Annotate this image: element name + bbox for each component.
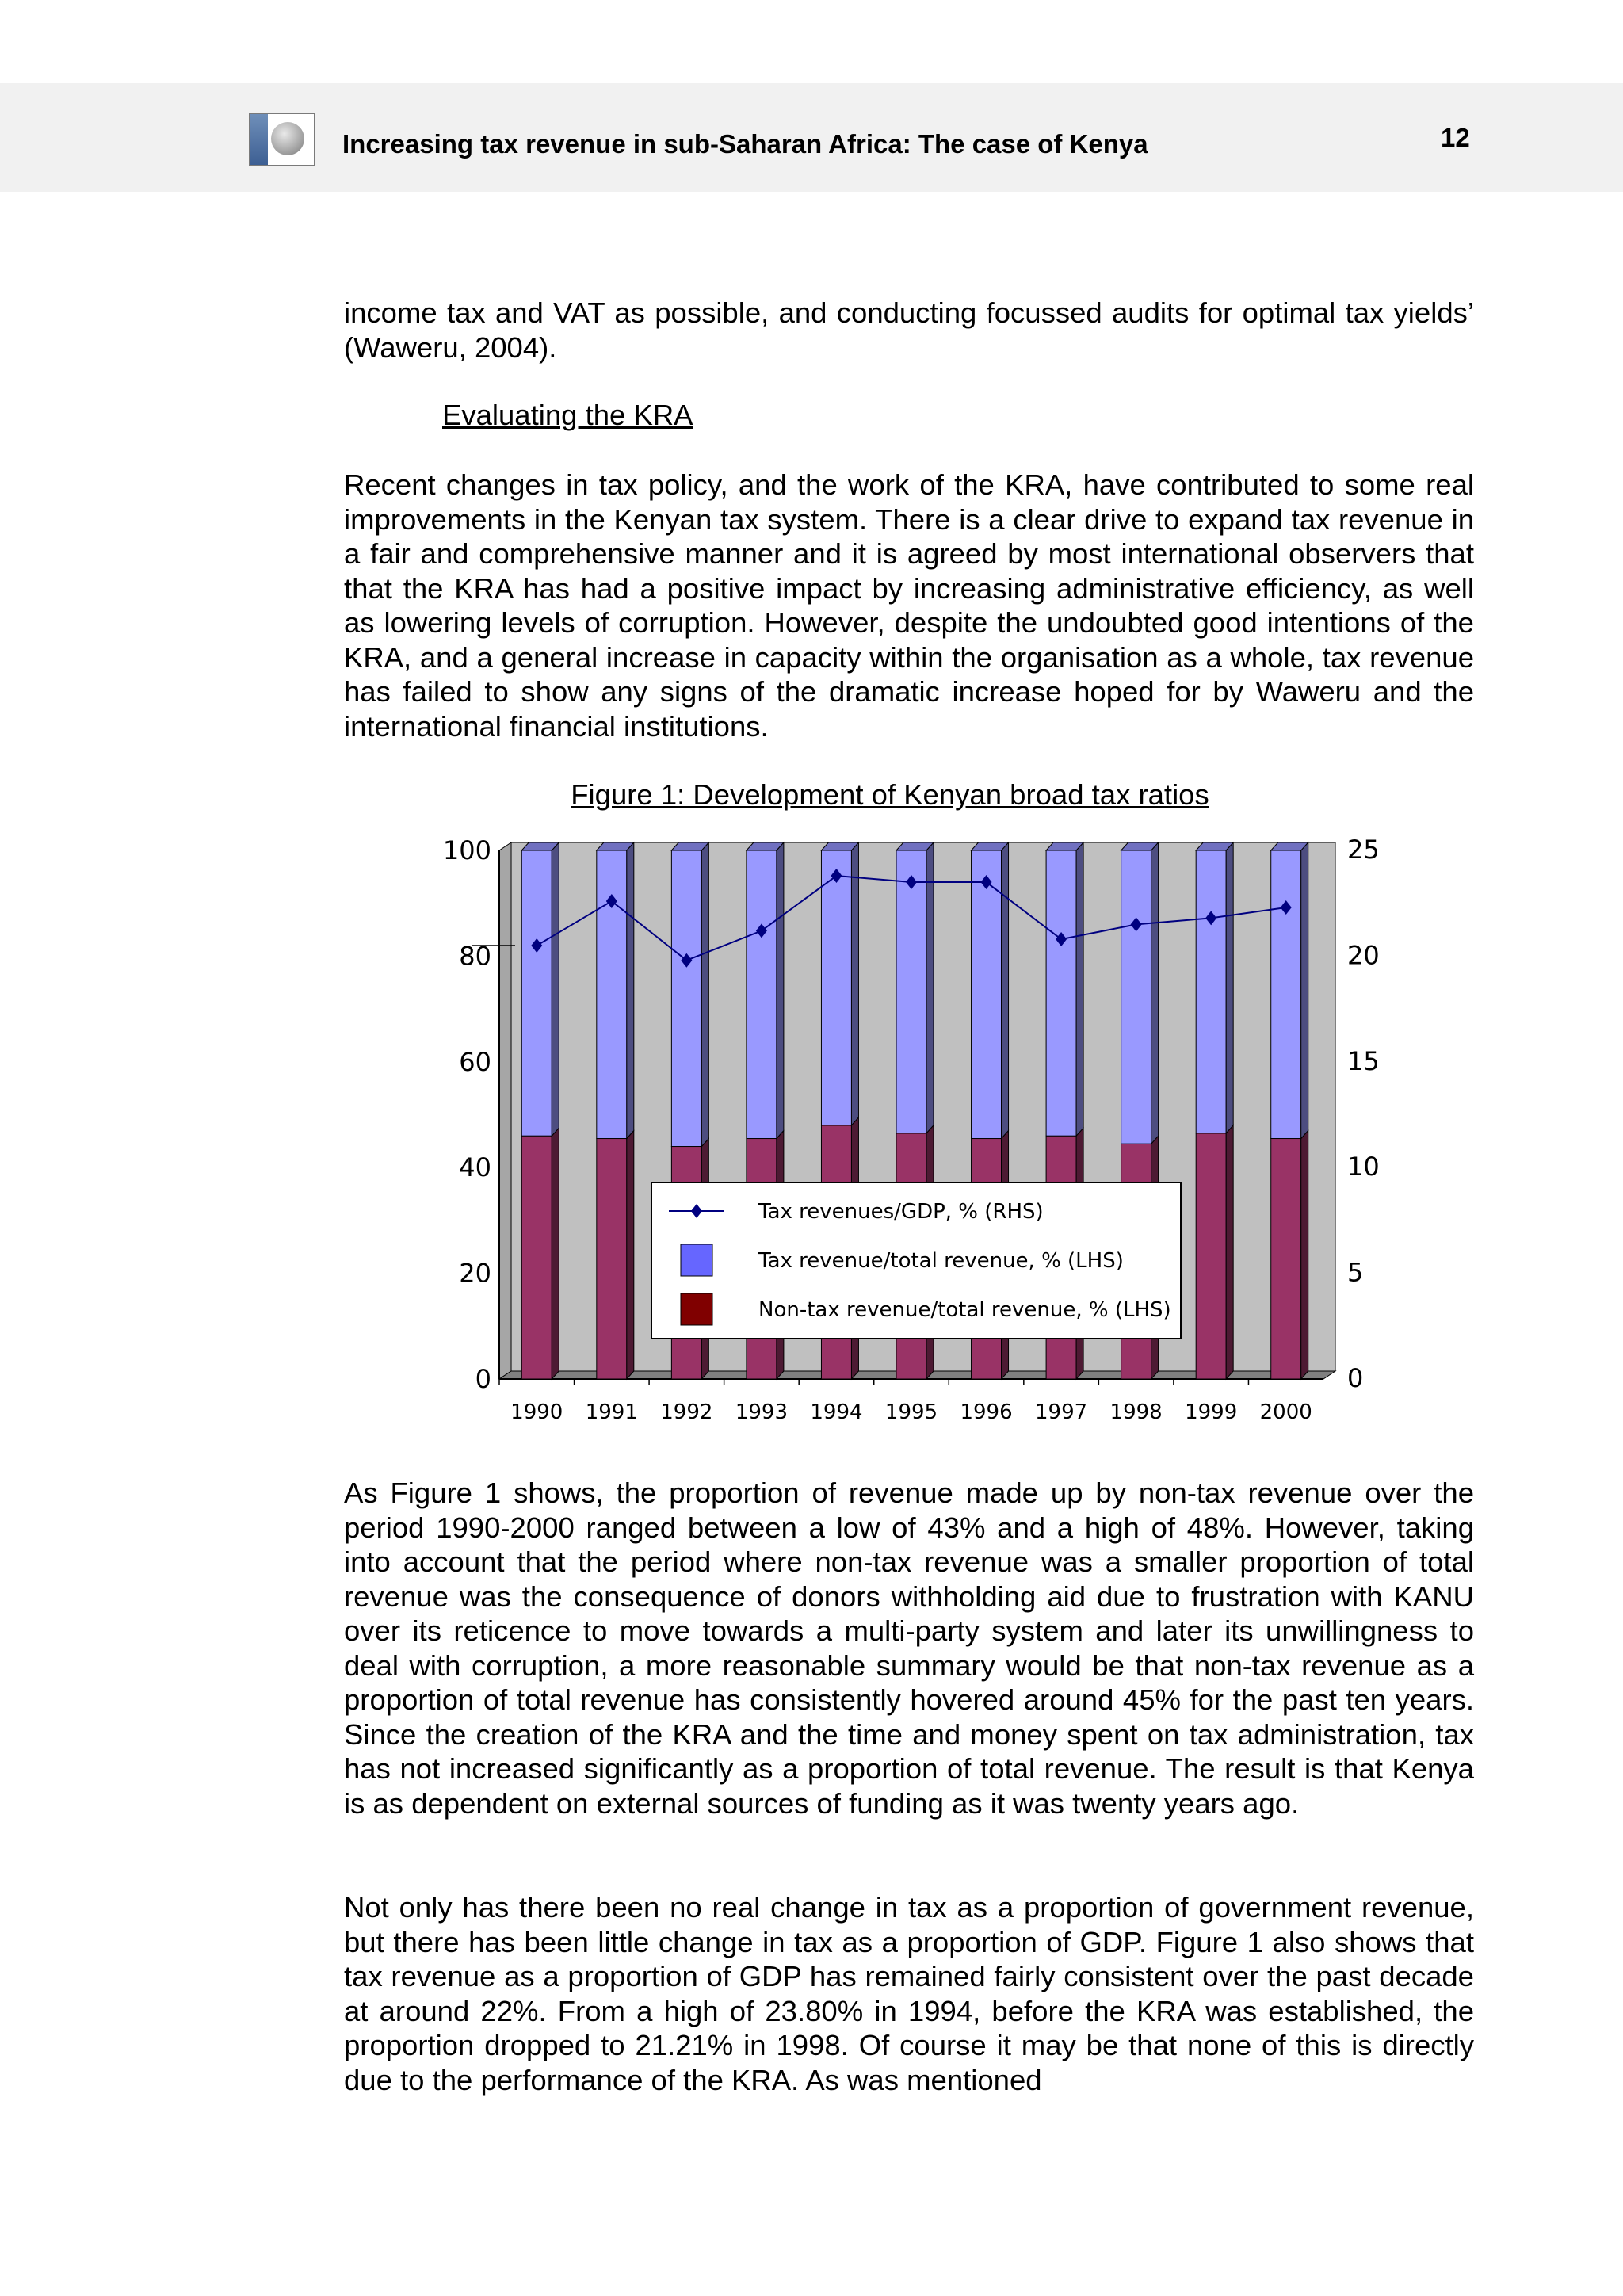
right-tick-label: 5 bbox=[1347, 1257, 1364, 1288]
legend-label: Tax revenues/GDP, % (RHS) bbox=[758, 1200, 1044, 1224]
bar-tax-side-1999 bbox=[1226, 842, 1233, 1133]
legend-box-swatch bbox=[681, 1293, 712, 1325]
bar-tax-side-1990 bbox=[552, 842, 559, 1136]
bar-tax-1990 bbox=[521, 850, 552, 1136]
bar-tax-1992 bbox=[671, 850, 701, 1147]
paragraph-1: income tax and VAT as possible, and conducting focussed audits for optimal tax yields’ (Waweru, 2004). bbox=[344, 296, 1474, 364]
bar-top-1991 bbox=[597, 842, 634, 850]
left-tick-label: 40 bbox=[459, 1152, 491, 1183]
left-tick-label: 80 bbox=[459, 941, 491, 972]
bar-tax-1999 bbox=[1196, 850, 1226, 1133]
bar-top-2000 bbox=[1271, 842, 1308, 850]
chart-side-wall bbox=[499, 842, 511, 1379]
x-tick-label: 1998 bbox=[1109, 1400, 1163, 1424]
x-tick-label: 1990 bbox=[510, 1400, 563, 1424]
bar-tax-side-1995 bbox=[926, 842, 934, 1133]
bar-tax-1994 bbox=[821, 850, 851, 1125]
right-tick-label: 25 bbox=[1347, 835, 1380, 865]
right-tick-label: 15 bbox=[1347, 1045, 1380, 1076]
bar-tax-2000 bbox=[1271, 850, 1301, 1139]
paragraph-2: Recent changes in tax policy, and the work of the KRA, have contributed to some real improvements in the Kenyan tax system. There is a clear drive to expand tax revenue in a fair and comprehensive manner and it is agreed by most international observers that that the KRA has had a positive impact by increasing administrative efficiency, as well as lowering levels of corruption. However, despite the undoubted good intentions of the KRA, and a general increase in capacity within the organisation as a whole, tax revenue has failed to show any signs of the dramatic increase hoped for by Waweru and the international financial institutions. bbox=[344, 468, 1474, 743]
left-tick-label: 100 bbox=[442, 835, 491, 865]
x-tick-label: 1993 bbox=[735, 1400, 788, 1424]
x-tick-label: 1996 bbox=[960, 1400, 1013, 1424]
tax-ratios-chart bbox=[428, 820, 1380, 1435]
figure-caption-row bbox=[0, 778, 1623, 812]
bar-tax-1993 bbox=[747, 850, 777, 1139]
x-tick-label: 1992 bbox=[660, 1400, 713, 1424]
bar-top-1998 bbox=[1121, 842, 1159, 850]
bar-top-1992 bbox=[671, 842, 708, 850]
x-tick-label: 1999 bbox=[1185, 1400, 1238, 1424]
bar-tax-side-1994 bbox=[851, 842, 858, 1125]
bar-nontax-side-1991 bbox=[627, 1131, 634, 1379]
bar-tax-1996 bbox=[972, 850, 1002, 1139]
x-tick-label: 1994 bbox=[810, 1400, 863, 1424]
right-tick-label: 10 bbox=[1347, 1152, 1380, 1182]
x-tick-label: 1991 bbox=[585, 1400, 638, 1424]
bar-top-1995 bbox=[896, 842, 934, 850]
bar-nontax-side-2000 bbox=[1301, 1131, 1308, 1379]
bar-tax-1997 bbox=[1046, 850, 1076, 1136]
x-tick-label: 2000 bbox=[1259, 1400, 1312, 1424]
section-subheading: Evaluating the KRA bbox=[442, 399, 693, 431]
bar-tax-1995 bbox=[896, 850, 926, 1133]
publisher-logo-icon bbox=[249, 113, 315, 166]
right-tick-label: 0 bbox=[1347, 1363, 1364, 1393]
right-tick-label: 20 bbox=[1347, 940, 1380, 971]
paragraph-4: Not only has there been no real change in tax as a proportion of government revenue, but there has been little change in tax as a proportion of GDP. Figure 1 also shows that tax revenue as a proportion of GDP has remained fairly consistent over the past decade at around 22%. From a high of 23.80% in 1994, before the KRA was established, the proportion dropped to 21.21% in 1998. Of course it may be that none of this is directly due to the performance of the KRA. As was mentioned bbox=[344, 1891, 1474, 2096]
bar-tax-side-1992 bbox=[701, 842, 708, 1147]
bar-top-1999 bbox=[1196, 842, 1233, 850]
bar-tax-side-1991 bbox=[627, 842, 634, 1139]
bar-tax-side-1996 bbox=[1002, 842, 1009, 1139]
logo-globe bbox=[271, 122, 304, 155]
bar-top-1990 bbox=[521, 842, 559, 850]
bar-nontax-side-1999 bbox=[1226, 1125, 1233, 1379]
x-tick-label: 1997 bbox=[1035, 1400, 1088, 1424]
legend-label: Tax revenue/total revenue, % (LHS) bbox=[758, 1249, 1124, 1273]
bar-tax-side-1998 bbox=[1151, 842, 1159, 1144]
paragraph-3: As Figure 1 shows, the proportion of revenue made up by non-tax revenue over the period 1990-2000 ranged between a low of 43% and a high of 48%. However, taking into account that the period where non-tax revenue was a smaller proportion of total revenue was the consequence of donors withholding aid due to frustration with KANU over its reticence to move towards a multi-party system and later its unwillingness to deal with corruption, a more reasonable summary would be that non-tax revenue as a proportion of total revenue has consistently hovered around 45% for the past ten years. Since the creation of the KRA and the time and money spent on tax administration, tax has not increased significantly as a proportion of total revenue. The result is that Kenya is as dependent on external sources of funding as it was twenty years ago. bbox=[344, 1477, 1474, 1820]
bar-top-1996 bbox=[972, 842, 1009, 850]
left-tick-label: 20 bbox=[459, 1258, 491, 1289]
bar-top-1993 bbox=[747, 842, 784, 850]
left-tick-label: 60 bbox=[459, 1046, 491, 1077]
bar-tax-1998 bbox=[1121, 850, 1151, 1144]
bar-top-1997 bbox=[1046, 842, 1083, 850]
bar-nontax-1990 bbox=[521, 1136, 552, 1379]
legend-box-swatch bbox=[681, 1244, 712, 1276]
bar-tax-side-1997 bbox=[1076, 842, 1083, 1136]
bar-nontax-side-1990 bbox=[552, 1128, 559, 1379]
bar-top-1994 bbox=[821, 842, 858, 850]
logo-strip bbox=[250, 114, 268, 165]
bar-tax-side-2000 bbox=[1301, 842, 1308, 1139]
left-tick-label: 0 bbox=[475, 1364, 491, 1394]
bar-nontax-1991 bbox=[597, 1139, 627, 1379]
legend-label: Non-tax revenue/total revenue, % (LHS) bbox=[758, 1298, 1171, 1322]
running-header-title: Increasing tax revenue in sub-Saharan Africa: The case of Kenya bbox=[342, 129, 1148, 159]
x-tick-label: 1995 bbox=[884, 1400, 938, 1424]
bar-nontax-2000 bbox=[1271, 1139, 1301, 1379]
figure-caption: Figure 1: Development of Kenyan broad tax ratios bbox=[571, 778, 1209, 811]
bar-tax-1991 bbox=[597, 850, 627, 1139]
bar-tax-side-1993 bbox=[777, 842, 784, 1139]
bar-nontax-1999 bbox=[1196, 1133, 1226, 1379]
page-number: 12 bbox=[1441, 123, 1470, 152]
